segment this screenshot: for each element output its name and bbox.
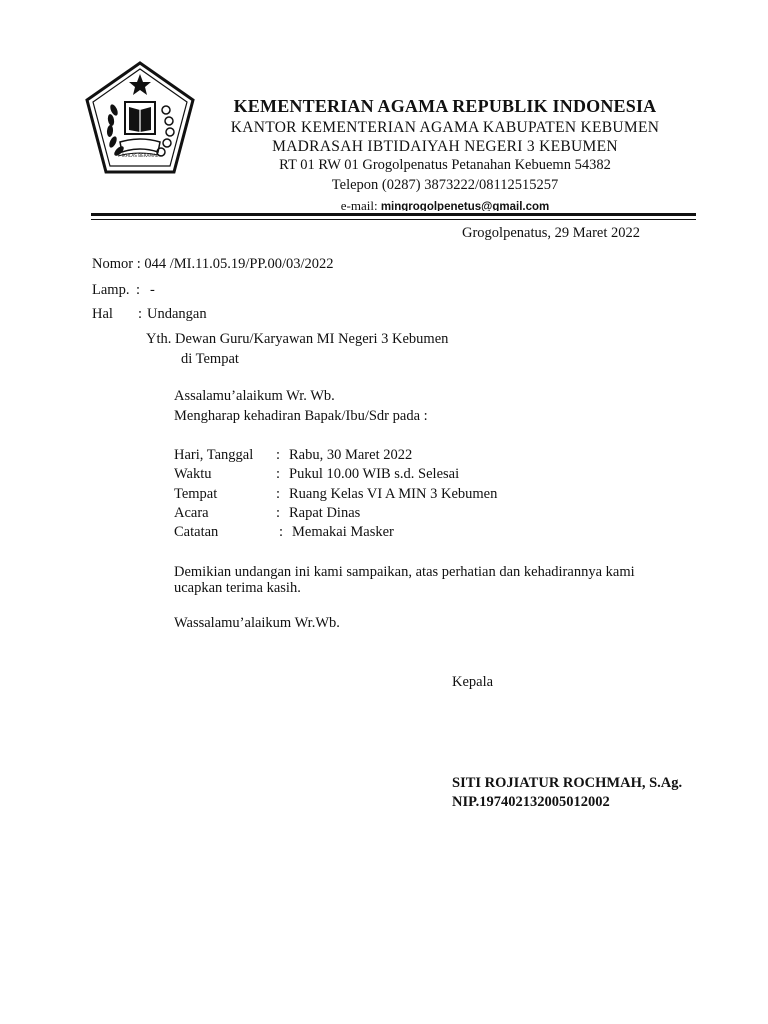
letter-number: Nomor : 044 /MI.11.05.19/PP.00/03/2022 bbox=[92, 256, 334, 272]
email-label: e-mail: bbox=[340, 198, 381, 211]
farewell: Wassalamu’alaikum Wr.Wb. bbox=[174, 615, 340, 631]
letter-date: Grogolpenatus, 29 Maret 2022 bbox=[462, 225, 640, 241]
detail-label-note: Catatan bbox=[174, 524, 219, 540]
detail-label-date: Hari, Tanggal bbox=[174, 447, 254, 463]
logo-motto: IKHLAS BERAMAL bbox=[121, 153, 159, 158]
header-divider-thin bbox=[91, 219, 696, 220]
email-address: mingrogolpenetus@gmail.com bbox=[380, 201, 550, 211]
detail-label-place: Tempat bbox=[174, 486, 218, 502]
detail-value-date: Rabu, 30 Maret 2022 bbox=[289, 447, 413, 463]
letterhead-ministry: KEMENTERIAN AGAMA REPUBLIK INDONESIA bbox=[233, 96, 657, 116]
signatory-nip: NIP.197402132005012002 bbox=[452, 794, 610, 810]
detail-value-note: Memakai Masker bbox=[292, 524, 394, 540]
closing-line-2: ucapkan terima kasih. bbox=[174, 580, 301, 596]
detail-label-time: Waktu bbox=[174, 466, 212, 482]
letterhead-phone: Telepon (0287) 3873222/08112515257 bbox=[331, 177, 559, 193]
detail-value-time: Pukul 10.00 WIB s.d. Selesai bbox=[289, 466, 460, 482]
signatory-name: SITI ROJIATUR ROCHMAH, S.Ag. bbox=[452, 775, 683, 791]
letterhead-school: MADRASAH IBTIDAIYAH NEGERI 3 KEBUMEN bbox=[272, 138, 618, 155]
detail-colon: : bbox=[276, 486, 281, 502]
subject-value: Undangan bbox=[147, 306, 207, 322]
attachment-value: - bbox=[150, 282, 155, 298]
detail-colon: : bbox=[276, 447, 281, 463]
detail-label-event: Acara bbox=[174, 505, 209, 521]
subject-label: Hal bbox=[92, 306, 113, 322]
letterhead-address: RT 01 RW 01 Grogolpenatus Petanahan Kebuemn 54382 bbox=[279, 157, 611, 173]
detail-value-event: Rapat Dinas bbox=[289, 505, 361, 521]
letterhead-office: KANTOR KEMENTERIAN AGAMA KABUPATEN KEBUMEN bbox=[230, 119, 660, 136]
detail-value-place: Ruang Kelas VI A MIN 3 Kebumen bbox=[289, 486, 498, 502]
attachment-label: Lamp. bbox=[92, 282, 130, 298]
subject-colon: : bbox=[138, 306, 143, 322]
invitation-intro: Mengharap kehadiran Bapak/Ibu/Sdr pada : bbox=[174, 408, 428, 424]
attachment-colon: : bbox=[136, 282, 141, 298]
letterhead-email-line bbox=[180, 198, 710, 211]
signatory-title: Kepala bbox=[452, 674, 494, 690]
recipient-location: di Tempat bbox=[181, 351, 239, 367]
recipient-line: Yth. Dewan Guru/Karyawan MI Negeri 3 Kebumen bbox=[146, 331, 449, 347]
greeting: Assalamu’alaikum Wr. Wb. bbox=[174, 388, 335, 404]
closing-line-1: Demikian undangan ini kami sampaikan, atas perhatian dan kehadirannya kami bbox=[174, 564, 635, 580]
header-divider-thick bbox=[91, 213, 696, 216]
detail-colon: : bbox=[276, 505, 281, 521]
detail-colon: : bbox=[279, 524, 284, 540]
detail-colon: : bbox=[276, 466, 281, 482]
